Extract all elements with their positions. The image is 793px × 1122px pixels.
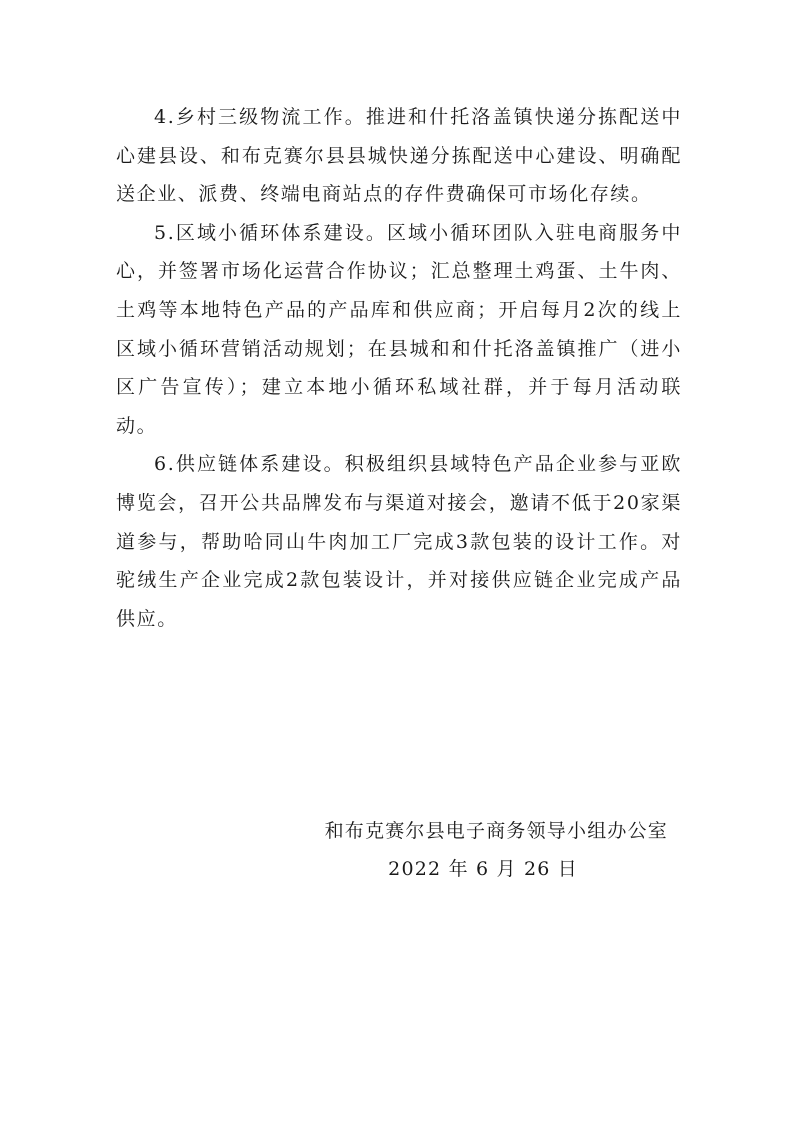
paragraph-supply-chain: 6.供应链体系建设。积极组织县域特色产品企业参与亚欧博览会，召开公共品牌发布与渠道对接会，邀请不低于20家渠道参与，帮助哈同山牛肉加工厂完成3款包装的设计工作。对驼绒生产企业完成2款包装设计，并对接供应链企业完成产品供应。 bbox=[116, 453, 682, 630]
document-body bbox=[116, 98, 682, 638]
signature-block bbox=[248, 812, 668, 888]
signature-date: 2022 年 6 月 26 日 bbox=[388, 858, 578, 880]
signature-organization: 和布克赛尔县电子商务领导小组办公室 bbox=[324, 820, 668, 842]
paragraph-regional-circulation: 5.区域小循环体系建设。区域小循环团队入驻电商服务中心，并签署市场化运营合作协议；汇总整理土鸡蛋、土牛肉、土鸡等本地特色产品的产品库和供应商；开启每月2次的线上区域小循环营销活动规划；在县城和和什托洛盖镇推广（进小区广告宣传）；建立本地小循环私域社群，并于每月活动联动。 bbox=[116, 221, 682, 437]
paragraph-rural-logistics: 4.乡村三级物流工作。推进和什托洛盖镇快递分拣配送中心建县设、和布克赛尔县县城快递分拣配送中心建设、明确配送企业、派费、终端电商站点的存件费确保可市场化存续。 bbox=[116, 106, 682, 206]
